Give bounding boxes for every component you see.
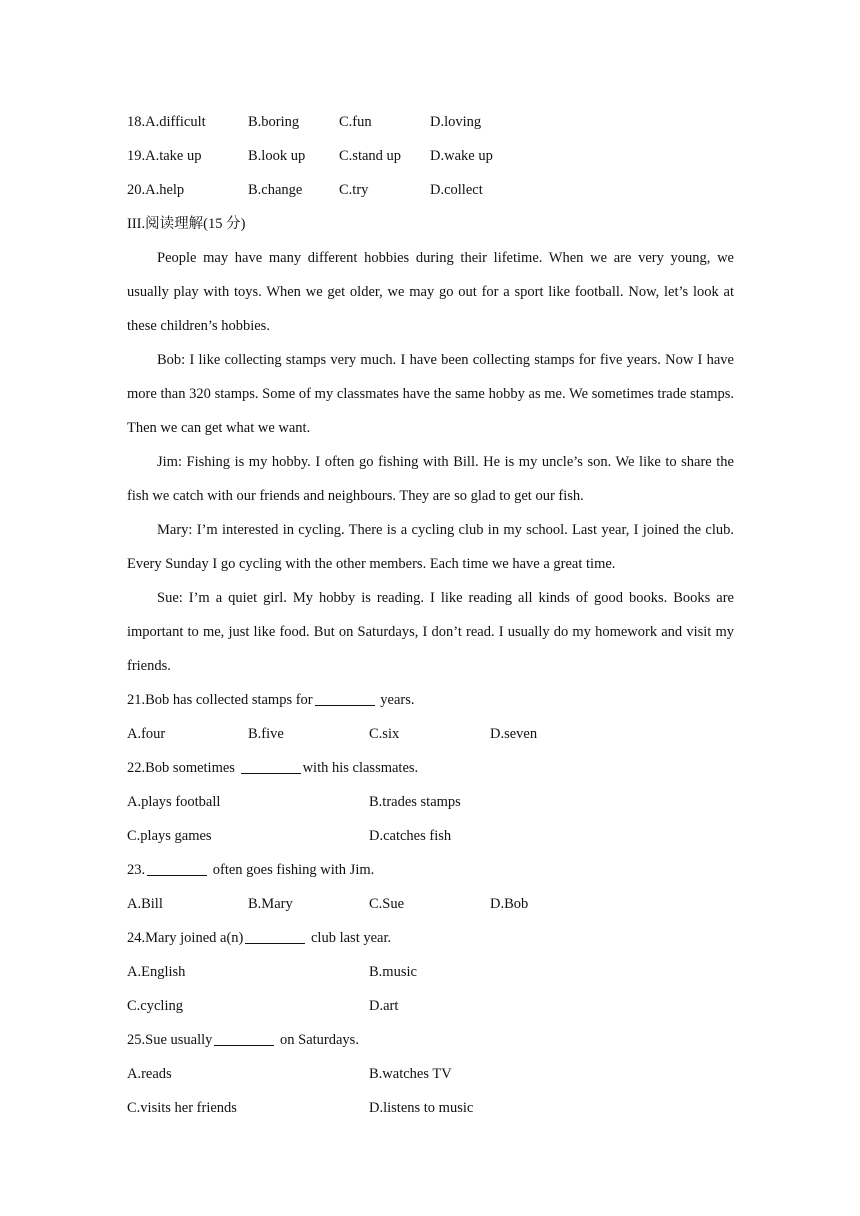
answer-blank[interactable] (245, 929, 305, 945)
option-b: B.change (248, 182, 303, 198)
question-25-options-cd (127, 1091, 734, 1125)
section-heading: III.阅读理解(15 分) (127, 216, 246, 232)
option-b: B.watches TV (369, 1066, 452, 1082)
option-a: 18.A.difficult (127, 114, 206, 130)
option-d: D.art (369, 998, 399, 1014)
option-b: B.boring (248, 114, 300, 130)
question-25-options-ab (127, 1057, 734, 1091)
passage-intro: People may have many different hobbies during their lifetime. When we are very young, we usually play with toys. When we get older, we may go out for a sport like football. Now, let’s look at these children’s hobbies. (127, 250, 734, 334)
option-a: A.plays football (127, 794, 221, 810)
option-a: A.English (127, 964, 186, 980)
cloze-options-20 (127, 173, 734, 207)
option-b: B.look up (248, 148, 306, 164)
question-24-options-cd (127, 989, 734, 1023)
option-c: C.stand up (339, 148, 402, 164)
question-24-options-ab (127, 955, 734, 989)
option-c: C.visits her friends (127, 1100, 237, 1116)
passage-jim: Jim: Fishing is my hobby. I often go fishing with Bill. He is my uncle’s son. We like to share the fish we catch with our friends and neighbours. They are so glad to get our fish. (127, 454, 734, 504)
option-c: C.six (369, 726, 400, 742)
cloze-options-19 (127, 139, 734, 173)
option-d: D.catches fish (369, 828, 452, 844)
option-d: D.wake up (430, 148, 493, 164)
answer-blank[interactable] (214, 1031, 274, 1047)
option-b: B.music (369, 964, 417, 980)
option-a: 20.A.help (127, 182, 185, 198)
question-25: 25.Sue usually on Saturdays. (127, 1032, 359, 1048)
option-c: C.plays games (127, 828, 212, 844)
cloze-options-18 (127, 105, 734, 139)
question-22: 22.Bob sometimes with his classmates. (127, 760, 419, 776)
option-a: A.four (127, 726, 166, 742)
exam-page (127, 105, 734, 1125)
option-a: A.reads (127, 1066, 172, 1082)
option-d: D.collect (430, 182, 483, 198)
option-a: A.Bill (127, 896, 163, 912)
option-c: C.cycling (127, 998, 183, 1014)
passage-mary: Mary: I’m interested in cycling. There is a cycling club in my school. Last year, I joined the club. Every Sunday I go cycling with the other members. Each time we have a great time. (127, 522, 734, 572)
option-a: 19.A.take up (127, 148, 202, 164)
question-22-options-ab (127, 785, 734, 819)
question-23-options (127, 887, 734, 921)
passage-bob: Bob: I like collecting stamps very much. I have been collecting stamps for five years. Now I have more than 320 stamps. Some of my classmates have the same hobby as me. We sometimes trade stamps. Then we can get what we want. (127, 352, 734, 436)
option-c: C.try (339, 182, 369, 198)
option-d: D.Bob (490, 896, 529, 912)
question-21-options (127, 717, 734, 751)
question-22-options-cd (127, 819, 734, 853)
question-24: 24.Mary joined a(n) club last year. (127, 930, 392, 946)
question-23: 23. often goes fishing with Jim. (127, 862, 375, 878)
passage-sue: Sue: I’m a quiet girl. My hobby is reading. I like reading all kinds of good books. Books are important to me, just like food. But on Saturdays, I don’t read. I usually do my homework and visit my friends. (127, 590, 734, 674)
option-b: B.five (248, 726, 284, 742)
option-c: C.Sue (369, 896, 405, 912)
option-b: B.Mary (248, 896, 293, 912)
answer-blank[interactable] (147, 861, 207, 877)
option-d: D.loving (430, 114, 482, 130)
option-d: D.listens to music (369, 1100, 474, 1116)
answer-blank[interactable] (315, 691, 375, 707)
option-d: D.seven (490, 726, 538, 742)
option-c: C.fun (339, 114, 372, 130)
answer-blank[interactable] (241, 759, 301, 775)
option-b: B.trades stamps (369, 794, 461, 810)
question-21: 21.Bob has collected stamps for years. (127, 692, 415, 708)
